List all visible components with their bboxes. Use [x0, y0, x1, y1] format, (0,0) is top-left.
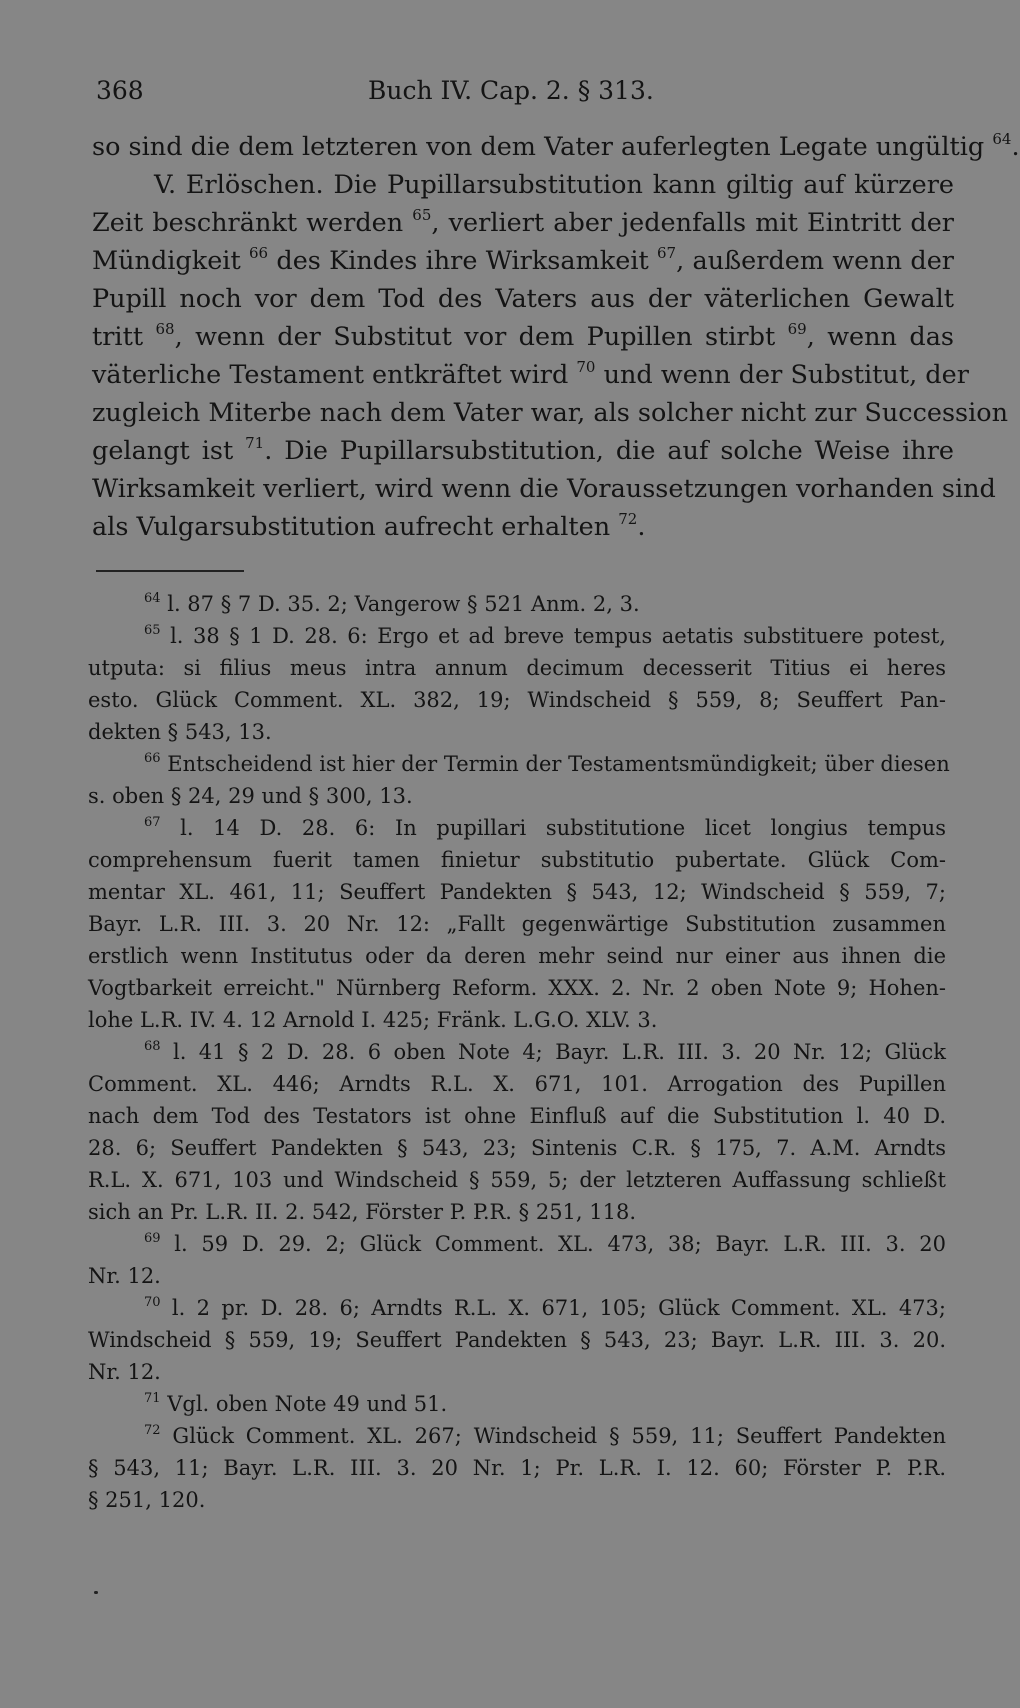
body-text-segment: , wenn der Substitut vor dem Pupillen stirbt: [174, 322, 788, 352]
footnote-line: [88, 1260, 946, 1292]
footnote-line: [88, 1100, 946, 1132]
footnote-line: [88, 1036, 946, 1068]
footnote-text: mentar XL. 461, 11; Seuffert Pandekten § 543, 12; Windscheid § 559, 7;: [88, 880, 946, 904]
footnote-line: [88, 972, 946, 1004]
body-line: [92, 204, 954, 242]
footnotes: [88, 588, 950, 1516]
body-text-segment: zugleich Miterbe nach dem Vater war, als solcher nicht zur Succession: [92, 398, 1009, 428]
footnote: [88, 1228, 946, 1292]
footnote-text: Bayr. L.R. III. 3. 20 Nr. 12: „Fallt gegenwärtige Substitution zusammen: [88, 912, 946, 936]
footnote-line: [88, 620, 946, 652]
footnote-text: lohe L.R. IV. 4. 12 Arnold I. 425; Fränk. L.G.O. XLV. 3.: [88, 1008, 658, 1032]
footnote-text: s. oben § 24, 29 und § 300, 13.: [88, 784, 413, 808]
footnote-line: [88, 1228, 946, 1260]
footnote-text: l. 59 D. 29. 2; Glück Comment. XL. 473, 38; Bayr. L.R. III. 3. 20: [174, 1232, 946, 1256]
body-text-segment: Pupill noch vor dem Tod des Vaters aus der väterlichen Gewalt: [92, 284, 954, 314]
body-line: [92, 356, 969, 394]
footnote-number: 70: [144, 1295, 161, 1310]
footnote: [88, 588, 946, 620]
footnote-ref: 66: [249, 244, 269, 262]
body-text-segment: als Vulgarsubstitution aufrecht erhalten: [92, 512, 619, 542]
footnote-line: [88, 748, 950, 780]
body-line: [92, 242, 954, 280]
footnote-text: l. 14 D. 28. 6: In pupillari substitutione licet longius tempus: [180, 816, 946, 840]
footnote-line: [88, 1452, 946, 1484]
body-line: [92, 394, 1009, 432]
footnote-text: nach dem Tod des Testators ist ohne Einfluß auf die Substitution l. 40 D.: [88, 1104, 946, 1128]
footnote-text: Glück Comment. XL. 267; Windscheid § 559, 11; Seuffert Pandekten: [172, 1424, 946, 1448]
footnote-text: utputa: si filius meus intra annum decimum decesserit Titius ei heres: [88, 656, 946, 680]
footnote-line: [88, 1484, 946, 1516]
body-line: [92, 470, 996, 508]
footnote-ref: 65: [412, 206, 432, 224]
footnote-text: l. 2 pr. D. 28. 6; Arndts R.L. X. 671, 105; Glück Comment. XL. 473;: [171, 1296, 946, 1320]
footnote-number: 65: [144, 623, 161, 638]
footnote: [88, 1036, 946, 1228]
footnote-number: 64: [144, 591, 161, 606]
footnote-number: 71: [144, 1391, 161, 1406]
body-line: [92, 166, 954, 204]
body-text-segment: , verliert aber jedenfalls mit Eintritt der: [431, 208, 954, 238]
footnote-line: [88, 1388, 946, 1420]
footnote-ref: 67: [657, 244, 677, 262]
footnote: [88, 1388, 946, 1420]
footnote-line: [88, 1164, 946, 1196]
footnote-line: [88, 1356, 946, 1388]
body-line: [92, 128, 1020, 166]
footnote-text: § 543, 11; Bayr. L.R. III. 3. 20 Nr. 1; Pr. L.R. I. 12. 60; Förster P. P.R.: [88, 1456, 946, 1480]
footnote-number: 69: [144, 1231, 161, 1246]
body-line: [92, 280, 954, 318]
body-text-segment: Wirksamkeit verliert, wird wenn die Voraussetzungen vorhanden sind: [92, 474, 996, 504]
body-text-segment: tritt: [92, 322, 156, 352]
footnote-line: [88, 844, 946, 876]
footnote-ref: 69: [787, 320, 807, 338]
body-text-segment: so sind die dem letzteren von dem Vater auferlegten Legate ungültig: [92, 132, 993, 162]
footnote-line: [88, 1420, 946, 1452]
footnote-text: esto. Glück Comment. XL. 382, 19; Windscheid § 559, 8; Seuffert Pan-: [88, 688, 946, 712]
footnote: [88, 748, 950, 812]
footnote-line: [88, 908, 946, 940]
footnote-ref: 71: [245, 434, 265, 452]
body-line: [92, 318, 954, 356]
footnote-line: [88, 812, 946, 844]
footnote-line: [88, 1004, 946, 1036]
footnote-line: [88, 940, 946, 972]
footnote-text: Nr. 12.: [88, 1264, 161, 1288]
footnote-number: 68: [144, 1039, 161, 1054]
print-speck: [94, 1591, 98, 1594]
footnote-number: 72: [144, 1423, 161, 1438]
footnote: [88, 620, 946, 748]
footnote-line: [88, 780, 946, 812]
body-text-segment: . Die Pupillarsubstitution, die auf solche Weise ihre: [264, 436, 955, 466]
footnote-ref: 72: [618, 510, 638, 528]
footnote-text: Vgl. oben Note 49 und 51.: [167, 1392, 448, 1416]
footnote-ref: 64: [992, 130, 1012, 148]
main-text: [92, 128, 1020, 546]
footnote-line: [88, 1292, 946, 1324]
footnote-line: [88, 1324, 946, 1356]
footnote-number: 67: [144, 815, 161, 830]
body-text-segment: des Kindes ihre Wirksamkeit: [268, 246, 658, 276]
footnote-text: l. 87 § 7 D. 35. 2; Vangerow § 521 Anm. 2, 3.: [167, 592, 640, 616]
footnote-text: Comment. XL. 446; Arndts R.L. X. 671, 101. Arrogation des Pupillen: [88, 1072, 946, 1096]
footnote-line: [88, 716, 946, 748]
body-text-segment: , außerdem wenn der: [676, 246, 954, 276]
footnote-line: [88, 876, 946, 908]
body-text-segment: Zeit beschränkt werden: [92, 208, 413, 238]
footnote: [88, 1292, 946, 1388]
footnote-line: [88, 1132, 946, 1164]
footnote-line: [88, 588, 946, 620]
footnote-ref: 68: [155, 320, 175, 338]
footnote-line: [88, 684, 946, 716]
footnote-number: 66: [144, 751, 161, 766]
footnote-text: erstlich wenn Institutus oder da deren mehr seind nur einer aus ihnen die: [88, 944, 946, 968]
body-text-segment: , wenn das: [806, 322, 954, 352]
footnote-line: [88, 1196, 946, 1228]
body-text-segment: und wenn der Substitut, der: [595, 360, 969, 390]
footnote-text: l. 38 § 1 D. 28. 6: Ergo et ad breve tempus aetatis substituere potest,: [170, 624, 946, 648]
footnote-text: Nr. 12.: [88, 1360, 161, 1384]
footnote-text: 28. 6; Seuffert Pandekten § 543, 23; Sintenis C.R. § 175, 7. A.M. Arndts: [88, 1136, 946, 1160]
footnote: [88, 1420, 946, 1516]
footnote-text: dekten § 543, 13.: [88, 720, 272, 744]
running-title: Buch IV. Cap. 2. § 313.: [368, 76, 654, 105]
footnote-line: [88, 652, 946, 684]
body-text-segment: .: [1011, 132, 1020, 162]
footnote-text: § 251, 120.: [88, 1488, 206, 1512]
footnote: [88, 812, 946, 1036]
footnote-text: R.L. X. 671, 103 und Windscheid § 559, 5; der letzteren Auffassung schließt: [88, 1168, 946, 1192]
page-header: [94, 76, 906, 112]
body-text-segment: V. Erlöschen. Die Pupillarsubstitution kann giltig auf kürzere: [154, 170, 954, 200]
footnote-text: l. 41 § 2 D. 28. 6 oben Note 4; Bayr. L.R. III. 3. 20 Nr. 12; Glück: [172, 1040, 946, 1064]
footnote-line: [88, 1068, 946, 1100]
footnote-text: Windscheid § 559, 19; Seuffert Pandekten § 543, 23; Bayr. L.R. III. 3. 20.: [88, 1328, 946, 1352]
body-text-segment: väterliche Testament entkräftet wird: [92, 360, 577, 390]
body-text-segment: Mündigkeit: [92, 246, 249, 276]
body-line: [92, 508, 954, 546]
body-line: [92, 432, 954, 470]
footnote-text: sich an Pr. L.R. II. 2. 542, Förster P. P.R. § 251, 118.: [88, 1200, 637, 1224]
body-text-segment: .: [637, 512, 646, 542]
footnote-text: Entscheidend ist hier der Termin der Testamentsmündigkeit; über diesen: [167, 752, 950, 776]
footnote-text: comprehensum fuerit tamen finietur substitutio pubertate. Glück Com-: [88, 848, 946, 872]
body-text-segment: gelangt ist: [92, 436, 246, 466]
footnote-divider: [96, 570, 244, 572]
page-number: 368: [96, 76, 144, 105]
footnote-text: Vogtbarkeit erreicht." Nürnberg Reform. XXX. 2. Nr. 2 oben Note 9; Hohen-: [88, 976, 946, 1000]
footnote-ref: 70: [576, 358, 596, 376]
